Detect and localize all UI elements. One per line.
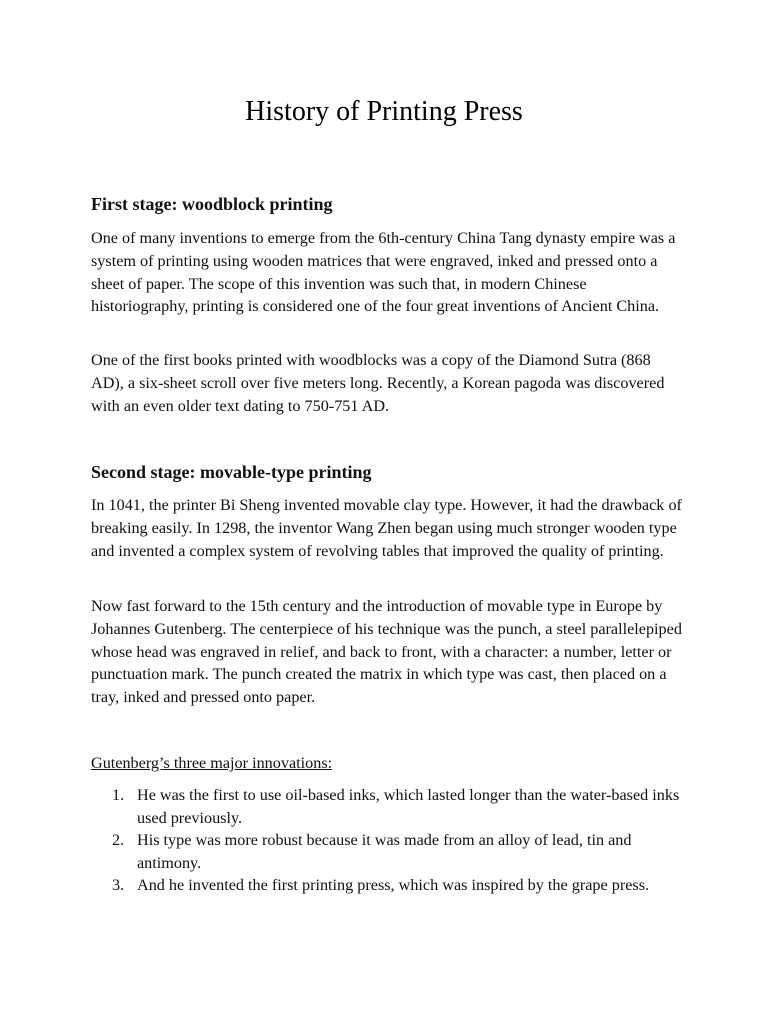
list-item [91,829,683,874]
list-item-text: His type was more robust because it was made from an alloy of lead, tin and antimony. [137,831,632,872]
list-item-text: And he invented the first printing press, which was inspired by the grape press. [137,876,650,894]
paragraph-woodblock-1: One of many inventions to emerge from the 6th-century China Tang dynasty empire was a system of printing using wooden matrices that were engraved, inked and pressed onto a sheet of paper. The scope of this invention was such that, in modern Chinese historiography, printing is considered one of the four great inventions of Ancient China. [91,229,676,316]
paragraph-movable-type-1: In 1041, the printer Bi Sheng invented movable clay type. However, it had the drawback of breaking easily. In 1298, the inventor Wang Zhen began using much stronger wooden type and invented a complex system of revolving tables that improved the quality of printing. [91,496,682,560]
paragraph-woodblock-2: One of the first books printed with woodblocks was a copy of the Diamond Sutra (868 AD), a six-sheet scroll over five meters long. Recently, a Korean pagoda was discovered with an even older text dating to 750-751 AD. [91,351,665,415]
list-item [91,784,683,829]
list-item-number: 2. [112,831,125,849]
section-heading-movable-type: Second stage: movable-type printing [91,462,372,482]
list-item-number: 3. [112,876,125,894]
innovations-heading: Gutenberg’s three major innovations: [91,754,333,772]
list-item-number: 1. [112,786,125,804]
page-title: History of Printing Press [245,96,523,127]
list-item [91,874,683,897]
section-heading-woodblock: First stage: woodblock printing [91,194,333,214]
paragraph-movable-type-2: Now fast forward to the 15th century and the introduction of movable type in Europe by Johannes Gutenberg. The centerpiece of his technique was the punch, a steel parallelepiped whose head was engraved in relief, and back to front, with a character: a number, letter or punctuation mark. The punch created the matrix in which type was cast, then placed on a tray, inked and pressed onto paper. [91,597,682,707]
list-item-text: He was the first to use oil-based inks, which lasted longer than the water-based inks used previously. [137,786,680,827]
innovations-list [91,784,683,897]
